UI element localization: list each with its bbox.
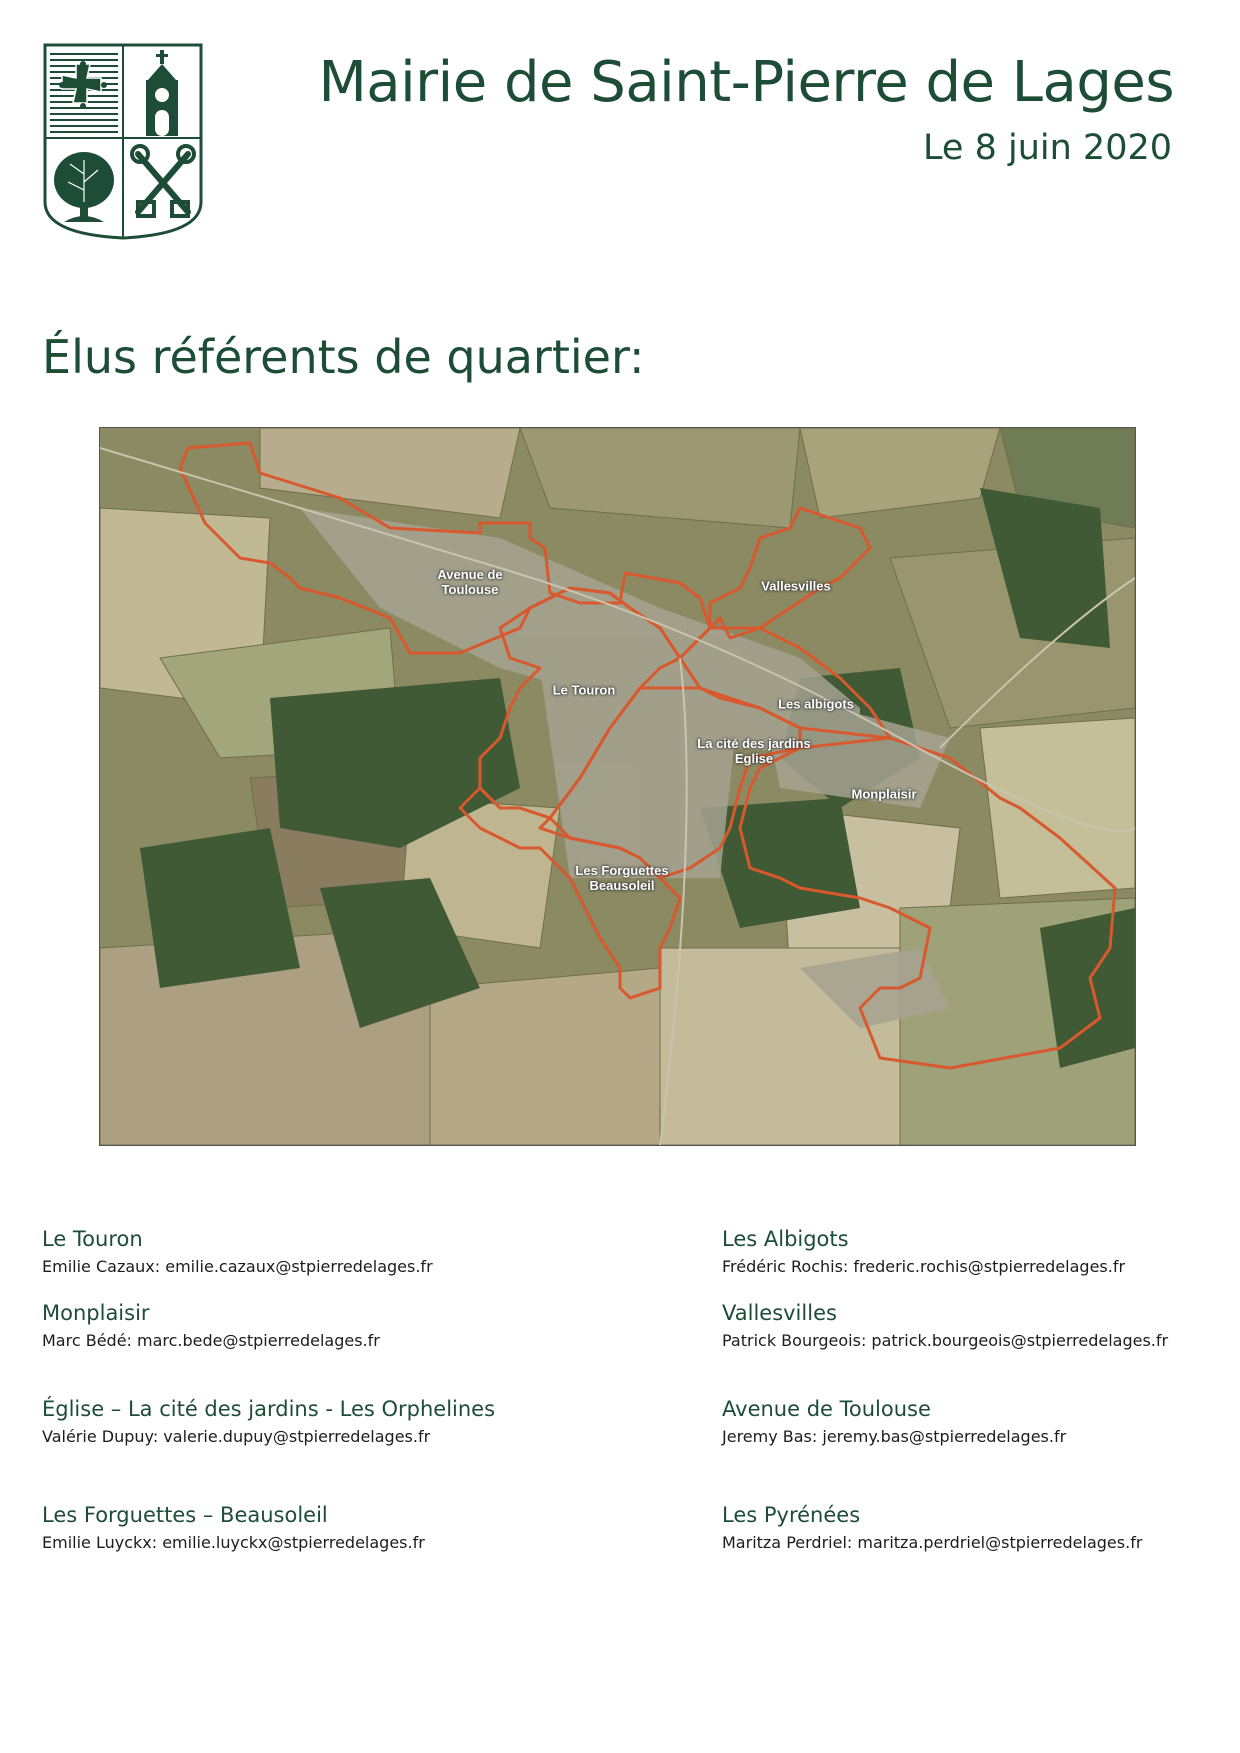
district-contact: Emilie Luyckx: emilie.luyckx@stpierredelages.fr <box>42 1533 425 1552</box>
district-le-touron <box>42 1226 582 1278</box>
district-contact: Marc Bédé: marc.bede@stpierredelages.fr <box>42 1331 380 1350</box>
district-contact: Frédéric Rochis: frederic.rochis@stpierredelages.fr <box>722 1257 1126 1276</box>
district-contact: Patrick Bourgeois: patrick.bourgeois@stpierredelages.fr <box>722 1331 1169 1350</box>
aerial-map <box>99 427 1136 1146</box>
district-name: Les Pyrénées <box>722 1503 861 1527</box>
district-name: Le Touron <box>42 1227 143 1251</box>
district-name: Avenue de Toulouse <box>722 1397 931 1421</box>
district-les-forguettes <box>42 1502 582 1554</box>
district-monplaisir <box>42 1300 582 1352</box>
district-name: Église – La cité des jardins - Les Orphelines <box>42 1397 496 1421</box>
map-label-vallesvilles: Vallesvilles <box>761 578 831 594</box>
district-vallesvilles <box>722 1300 1240 1352</box>
map-label-text: La cité des jardins Eglise <box>697 736 811 766</box>
occitan-cross-icon <box>50 50 118 134</box>
page-title: Mairie de Saint-Pierre de Lages <box>318 50 1174 115</box>
district-contact: Valérie Dupuy: valerie.dupuy@stpierredelages.fr <box>42 1427 431 1446</box>
district-contact: Jeremy Bas: jeremy.bas@stpierredelages.fr <box>722 1427 1067 1446</box>
district-eglise <box>42 1396 582 1448</box>
map-label-text: Avenue de Toulouse <box>437 567 503 597</box>
district-name: Monplaisir <box>42 1301 150 1325</box>
district-avenue-toulouse <box>722 1396 1240 1448</box>
document-date: Le 8 juin 2020 <box>923 128 1172 168</box>
coat-of-arms-logo <box>42 42 204 240</box>
district-name: Les Forguettes – Beausoleil <box>42 1503 328 1527</box>
map-label-monplaisir: Monplaisir <box>851 786 917 802</box>
map-label-les-albigots: Les albigots <box>778 696 854 712</box>
map-label-text: Les Forguettes Beausoleil <box>575 863 669 893</box>
district-name: Les Albigots <box>722 1227 849 1251</box>
district-contact: Maritza Perdriel: maritza.perdriel@stpierredelages.fr <box>722 1533 1143 1552</box>
district-les-pyrenees <box>722 1502 1240 1554</box>
section-title: Élus référents de quartier: <box>42 330 645 384</box>
map-label-cite-jardins <box>697 736 810 766</box>
district-les-albigots <box>722 1226 1240 1278</box>
map-label-le-touron: Le Touron <box>552 682 616 698</box>
map-label-avenue-toulouse <box>437 567 502 597</box>
district-name: Vallesvilles <box>722 1301 837 1325</box>
district-contact: Emilie Cazaux: emilie.cazaux@stpierredelages.fr <box>42 1257 433 1276</box>
map-label-forguettes <box>575 863 668 893</box>
